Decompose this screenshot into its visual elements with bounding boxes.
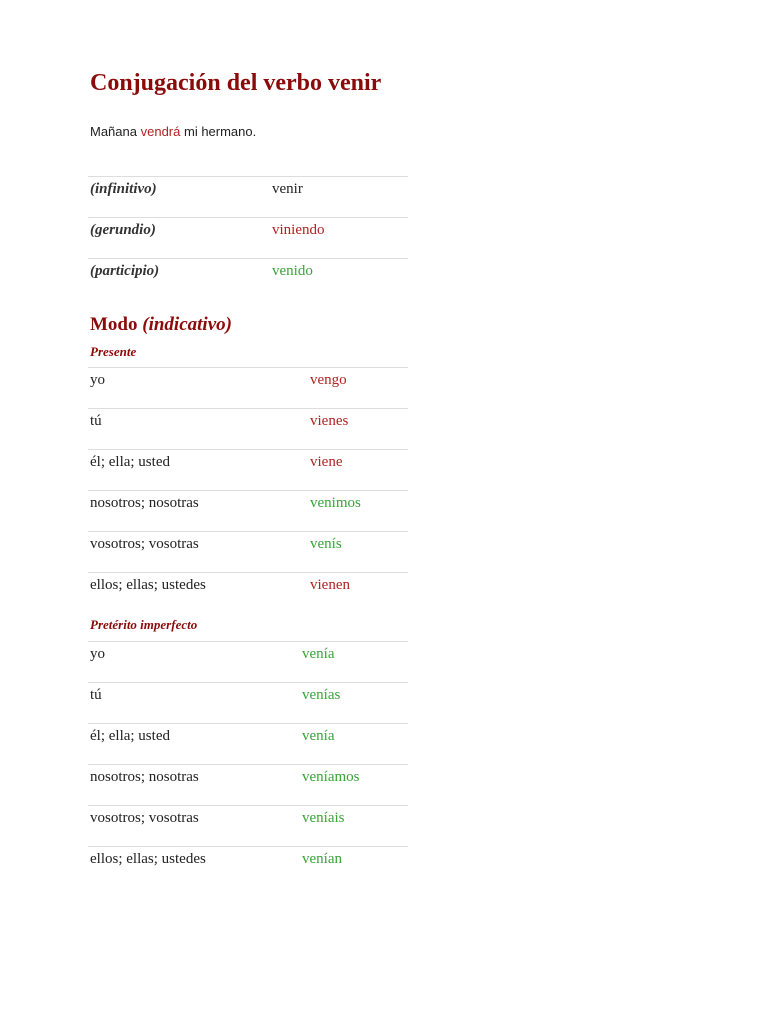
person-text: nosotros; nosotras xyxy=(90,495,199,511)
example-before: Mañana xyxy=(90,124,137,139)
person-cell xyxy=(88,765,300,806)
person-cell xyxy=(88,724,300,765)
table-row xyxy=(88,177,408,218)
person-cell xyxy=(88,532,308,573)
form-value-text: viniendo xyxy=(272,222,325,238)
mood-label: Modo xyxy=(90,314,138,335)
table-row xyxy=(88,450,408,491)
verb-form-cell xyxy=(300,724,408,765)
verb-form-text: venía xyxy=(302,646,335,662)
table-row xyxy=(88,491,408,532)
verb-form-text: viene xyxy=(310,454,343,470)
person-cell xyxy=(88,450,308,491)
person-text: vosotros; vosotras xyxy=(90,810,199,826)
form-value xyxy=(270,259,408,300)
form-label xyxy=(88,218,270,259)
person-text: nosotros; nosotras xyxy=(90,769,199,785)
verb-form-text: venías xyxy=(302,687,341,703)
person-cell xyxy=(88,368,308,409)
table-row xyxy=(88,573,408,614)
verb-form-cell xyxy=(300,765,408,806)
table-row xyxy=(88,765,408,806)
person-text: yo xyxy=(90,372,105,388)
example-sentence xyxy=(90,124,256,140)
person-text: ellos; ellas; ustedes xyxy=(90,851,206,867)
form-label-text: (infinitivo) xyxy=(90,181,157,197)
person-text: tú xyxy=(90,413,102,429)
table-row xyxy=(88,683,408,724)
person-cell xyxy=(88,573,308,614)
person-text: tú xyxy=(90,687,102,703)
person-cell xyxy=(88,806,300,847)
table-row xyxy=(88,368,408,409)
person-text: ellos; ellas; ustedes xyxy=(90,577,206,593)
verb-form-text: veníamos xyxy=(302,769,360,785)
verb-form-text: vengo xyxy=(310,372,347,388)
verb-form-text: venían xyxy=(302,851,342,867)
form-label xyxy=(88,177,270,218)
person-text: él; ella; usted xyxy=(90,454,170,470)
imperfecto-table xyxy=(88,641,408,887)
form-value-text: venir xyxy=(272,181,303,197)
non-personal-forms-table xyxy=(88,176,408,299)
verb-form-text: venía xyxy=(302,728,335,744)
verb-form-text: veníais xyxy=(302,810,345,826)
table-row xyxy=(88,724,408,765)
table-row xyxy=(88,642,408,683)
form-value-text: venido xyxy=(272,263,313,279)
example-after: mi hermano. xyxy=(183,124,257,139)
person-cell xyxy=(88,683,300,724)
table-row xyxy=(88,847,408,888)
tense-title-imperfecto: Pretérito imperfecto xyxy=(90,617,198,632)
form-label xyxy=(88,259,270,300)
person-cell xyxy=(88,847,300,888)
form-label-text: (participio) xyxy=(90,263,160,279)
verb-form-cell xyxy=(308,573,408,614)
person-cell xyxy=(88,409,308,450)
table-row xyxy=(88,409,408,450)
verb-form-text: vienen xyxy=(310,577,350,593)
form-value xyxy=(270,177,408,218)
verb-form-cell xyxy=(308,532,408,573)
verb-form-cell xyxy=(308,450,408,491)
table-row xyxy=(88,806,408,847)
verb-form-text: vienes xyxy=(310,413,349,429)
verb-form-cell xyxy=(308,409,408,450)
person-cell xyxy=(88,642,300,683)
person-cell xyxy=(88,491,308,532)
verb-form-cell xyxy=(300,683,408,724)
verb-form-text: venís xyxy=(310,536,342,552)
verb-form-cell xyxy=(308,491,408,532)
tense-title-presente: Presente xyxy=(90,344,137,359)
table-row xyxy=(88,532,408,573)
example-verb: vendrá xyxy=(140,124,181,139)
mood-name: (indicativo) xyxy=(142,314,232,335)
form-label-text: (gerundio) xyxy=(90,222,156,238)
verb-form-cell xyxy=(300,642,408,683)
page-title: Conjugación del verbo venir xyxy=(90,70,382,96)
table-row xyxy=(88,259,408,300)
person-text: yo xyxy=(90,646,105,662)
verb-form-cell xyxy=(300,847,408,888)
person-text: él; ella; usted xyxy=(90,728,170,744)
verb-form-cell xyxy=(300,806,408,847)
person-text: vosotros; vosotras xyxy=(90,536,199,552)
presente-table xyxy=(88,367,408,613)
form-value xyxy=(270,218,408,259)
verb-form-cell xyxy=(308,368,408,409)
verb-form-text: venimos xyxy=(310,495,361,511)
mood-heading xyxy=(90,313,232,337)
table-row xyxy=(88,218,408,259)
